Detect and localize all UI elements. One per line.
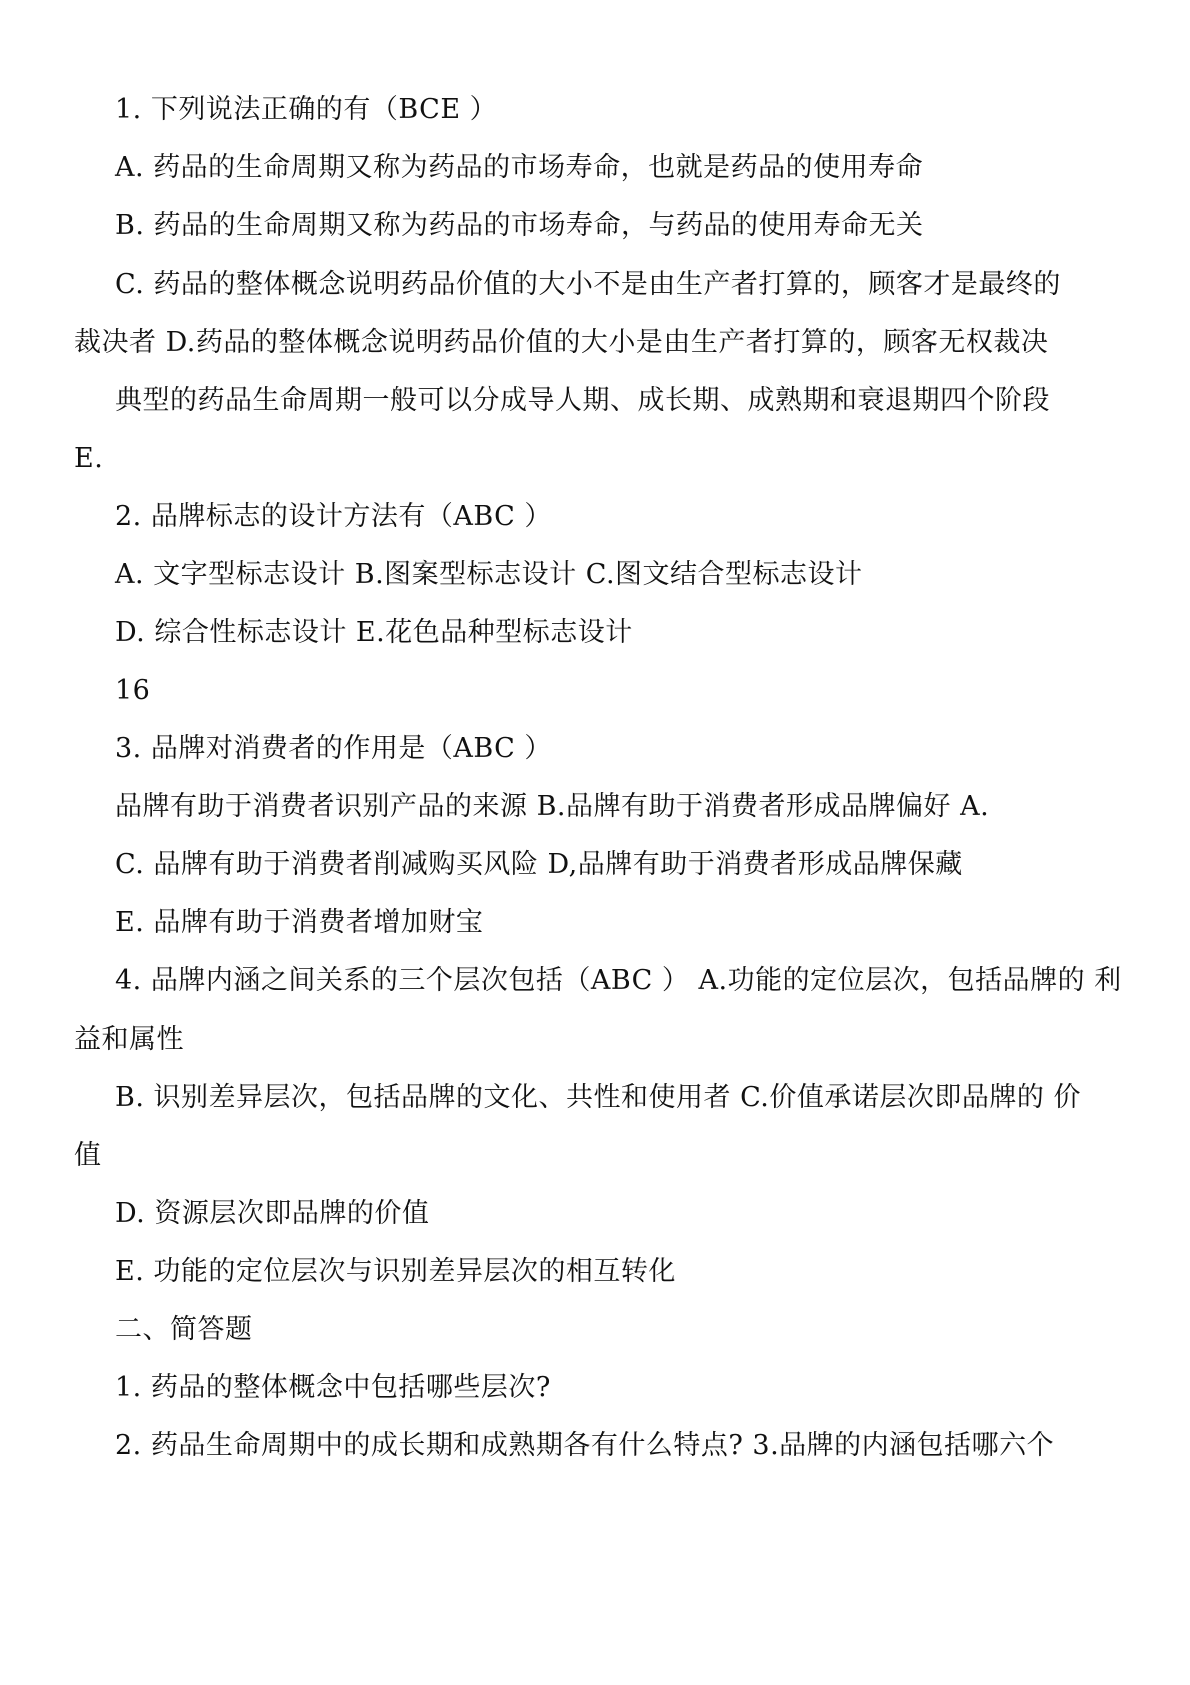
question-4-option-e: E. 功能的定位层次与识别差异层次的相互转化 (115, 1256, 676, 1287)
question-1-option-c: C. 药品的整体概念说明药品价值的大小不是由生产者打算的，顾客才是最终的 (115, 269, 1061, 300)
page-number: 16 (115, 675, 151, 706)
question-4-stem: 4. 品牌内涵之间关系的三个层次包括（ABC ） A.功能的定位层次，包括品牌的 利 (115, 965, 1122, 996)
question-1-option-e-label: E. (74, 443, 104, 474)
question-1-option-e-text: 典型的药品生命周期一般可以分成导人期、成长期、成熟期和衰退期四个阶段 (115, 385, 1050, 416)
question-1-option-b: B. 药品的生命周期又称为药品的市场寿命，与药品的使用寿命无关 (115, 210, 924, 241)
question-2-stem: 2. 品牌标志的设计方法有（ABC ） (115, 501, 552, 532)
short-answer-question-1: 1. 药品的整体概念中包括哪些层次? (115, 1372, 551, 1403)
section-heading-short-answer: 二、简答题 (115, 1314, 253, 1345)
question-1-option-a: A. 药品的生命周期又称为药品的市场寿命，也就是药品的使用寿命 (115, 152, 924, 183)
question-1-option-d: 裁决者 D.药品的整体概念说明药品价值的大小是由生产者打算的，顾客无权裁决 (74, 327, 1049, 358)
question-3-option-e: E. 品牌有助于消费者增加财宝 (115, 907, 484, 938)
question-4-options-bc-cont: 值 (74, 1140, 102, 1171)
question-3-stem: 3. 品牌对消费者的作用是（ABC ） (115, 733, 552, 764)
question-4-options-bc: B. 识别差异层次，包括品牌的文化、共性和使用者 C.价值承诺层次即品牌的 价 (115, 1082, 1081, 1113)
question-4-stem-cont: 益和属性 (74, 1024, 184, 1055)
question-4-option-d: D. 资源层次即品牌的价值 (115, 1198, 430, 1229)
question-3-options-ab: 品牌有助于消费者识别产品的来源 B.品牌有助于消费者形成品牌偏好 A. (115, 791, 990, 822)
question-1-stem: 1. 下列说法正确的有（BCE ） (115, 94, 498, 125)
question-2-options-de: D. 综合性标志设计 E.花色品种型标志设计 (115, 617, 633, 648)
question-2-options-abc: A. 文字型标志设计 B.图案型标志设计 C.图文结合型标志设计 (115, 559, 863, 590)
question-3-options-cd: C. 品牌有助于消费者削减购买风险 D,品牌有助于消费者形成品牌保藏 (115, 849, 963, 880)
short-answer-question-2-3: 2. 药品生命周期中的成长期和成熟期各有什么特点? 3.品牌的内涵包括哪六个 (115, 1430, 1055, 1461)
